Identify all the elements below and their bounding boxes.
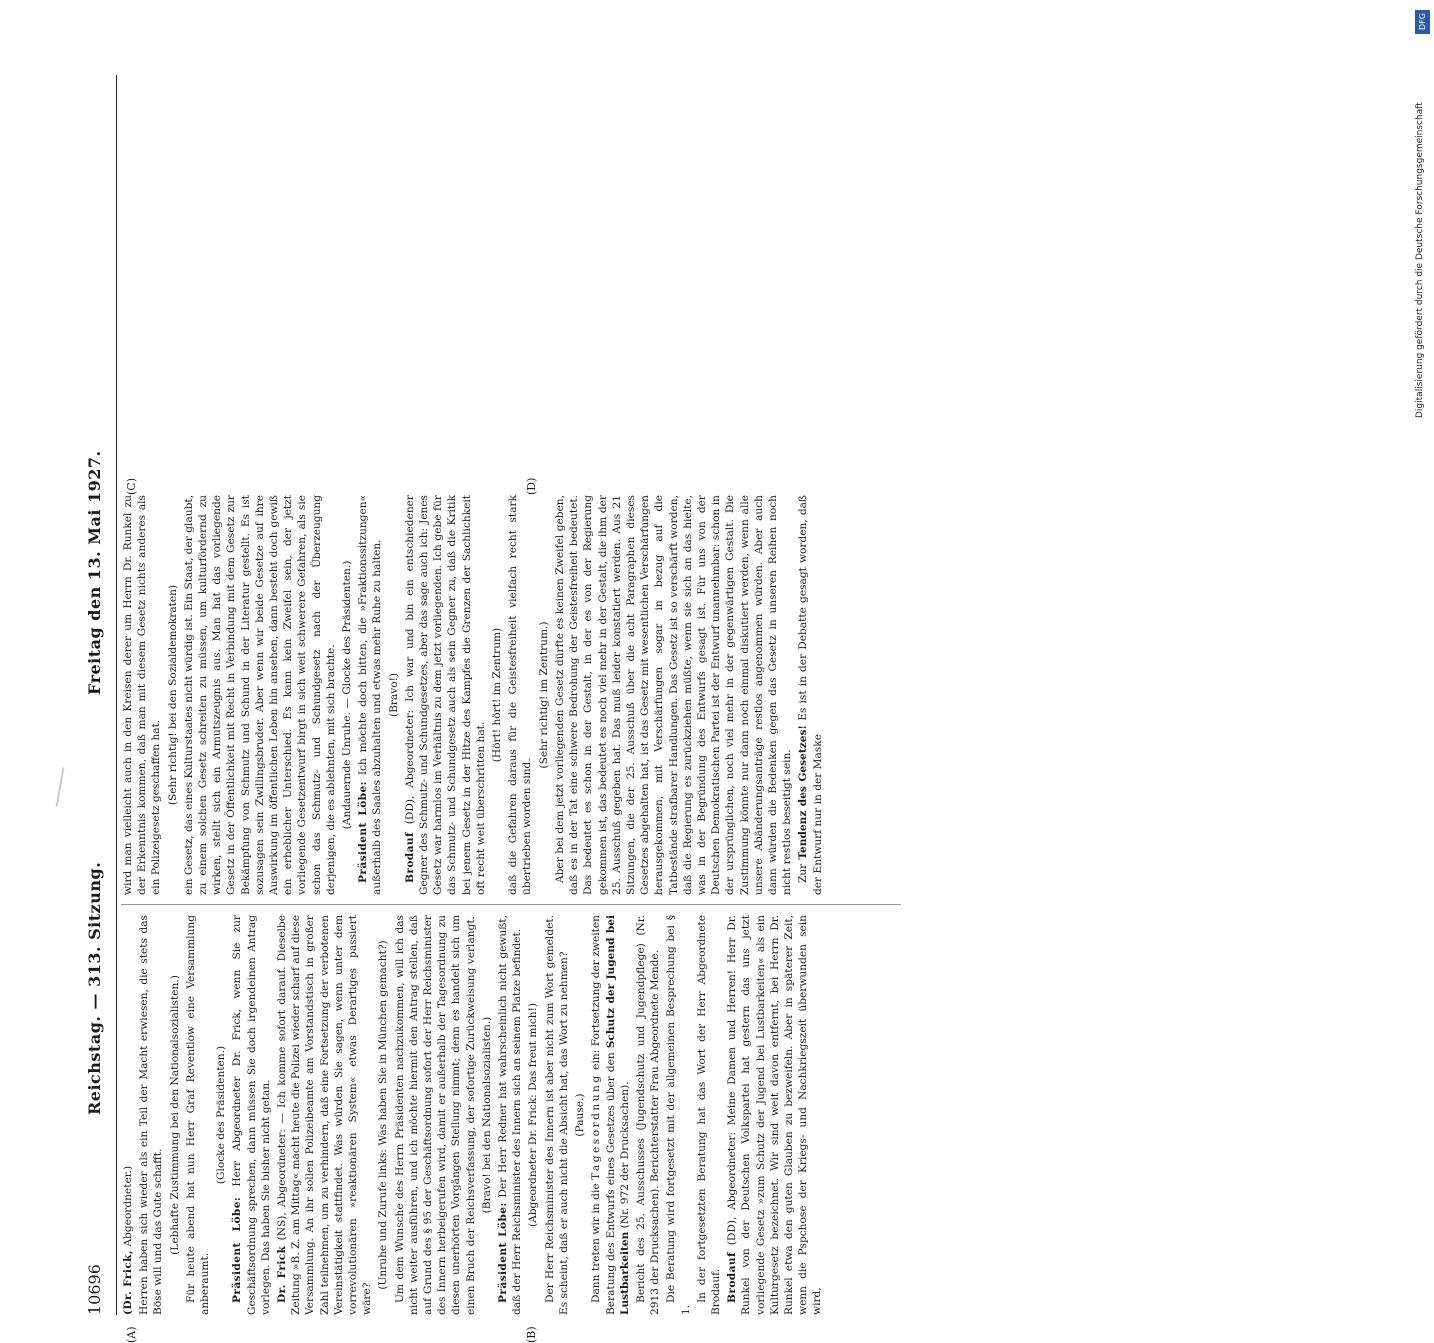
speech-text: — Ich komme sofort darauf. Dieselbe Zeitung »B. Z. am Mittag« macht heute die Polizei wieder scharf auf diese Versammlung. An ihr sollen Polizeibeamte am Vorstandstisch in großer Zahl teilnehmen, um zu verhindern, daß eine Fortsetzung der verbotenen Vereinstätigkeit stattfindet. Was würden Sie sagen, wenn unter dem vorrevolutionären »reaktionären System« etwas Derartiges passiert wäre? (276, 915, 374, 1315)
session-date: Freitag den 13. Mai 1927. (85, 450, 104, 695)
paragraph (496, 915, 524, 1315)
paragraph: In der fortgesetzten Beratung hat das Wort der Herr Abgeordnete Brodauf. (695, 915, 722, 1315)
dfg-credit (1414, 10, 1430, 1000)
interjection: (Abgeordneter Dr. Frick: Das freut mich!) (527, 1003, 540, 1228)
margin-marker-c: (C) (125, 478, 138, 495)
paragraph: daß die Gefahren daraus für die Geistesfreiheit vielfach recht stark übertrieben worden sind. (507, 495, 534, 895)
paragraph (121, 915, 135, 1315)
interjection: (Bravo! bei den Nationalsozialisten.) (480, 1016, 493, 1214)
interjection: (Glocke des Präsidenten.) (215, 1045, 228, 1185)
agenda-lead: Dann treten wir in die (590, 1183, 603, 1303)
document-page (85, 450, 1325, 1343)
scan-speck (56, 767, 65, 807)
paragraph: ein Gesetz, das eines Kulturstaates nicht würdig ist. Ein Staat, der glaubt, zu einem solchen Gesetz schreiten zu müssen, um kulturfördernd zu wirken, stellt sich ein Armutszeugnis aus. Man hat das vorliegende Gesetz in der Öffentlichkeit mit Recht in Verbindung mit dem Gesetz zur Bekämpfung von Schmutz und Schund in der Literatur gestellt. Es ist sozusagen sein Zwillingsbruder. Aber wenn wir beide Gesetze auf ihre Auswirkung im öffentlichen Leben hin ansehen, dann besteht doch gewiß ein erheblicher Unterschied. Es kann kein Zweifel sein, der jetzt vorliegende Gesetzentwurf birgt in sich weit schwerere Gefahren, als sie schon das Schmutz- und Schundgesetz nach der Überzeugung derjenigen, die es ablehnten, mit sich brachte. (182, 495, 337, 895)
speech-text: (DD), Abgeordneter: Meine Damen und Herren! Herr Dr. Runkel von der Deutschen Volkspartei hat gestern das uns jetzt vorliegende Gesetz »zum Schutz der Jugend bei Lustbarkeiten« als ein Kulturgesetz bezeichnet. Wir sind weit davon entfernt, bei Herrn Dr. Runkel etwa den guten Glauben zu bezweifeln. Aber in späterer Zeit, wenn die Pspchose der Kriegs- und Nachkriegszeit überwunden sein wird, (726, 915, 824, 1315)
paragraph (725, 915, 824, 1315)
paragraph: Bericht des 25. Ausschusses (Jugendschutz und Jugendpflege) (Nr. 2913 der Drucksachen). Berichterstatter Frau Abgeordnete Mende. (634, 915, 662, 1315)
page-content (85, 75, 905, 1343)
interjection: (Sehr richtig! bei den Sozialdemokraten) (166, 584, 179, 806)
paragraph: Herren haben sich wieder als ein Teil der Macht erwiesen, die stets das Böse will und das Gute schafft. (138, 915, 165, 1315)
speaker-name: Präsident Löbe: (231, 1196, 244, 1303)
column-divider (121, 904, 901, 905)
paragraph (589, 915, 632, 1315)
speech-text: (DD), Abgeordneter: Ich war und bin ein entschiedener Gegner des Schmutz- und Schundgesetzes, aber das sage auch ich: Jenes Gesetz war harmlos im Verhältnis zu dem jetzt vorliegenden. Ich gebe für das Schmutz- und Schundgesetz auch als sein Gegner zu, daß die Kritik bei jenem Gesetz in der Hitze des Kampfes die Grenzen der Sachlichkeit oft recht weit überschritten hat. (403, 495, 487, 895)
margin-marker-d: (D) (525, 477, 538, 495)
paragraph (275, 915, 374, 1315)
margin-marker-b: (B) (525, 1326, 538, 1343)
agenda-keyword: Tagesordnung (590, 1073, 603, 1180)
speaker-name: Dr. Frick (276, 1245, 289, 1303)
page-header (85, 75, 117, 1315)
paragraph (230, 915, 273, 1315)
speaker-role: Abgeordneter.) (122, 1165, 134, 1247)
margin-marker-a: (A) (125, 1326, 138, 1343)
agenda-law-title: Schutz der Jugend bei Lustbarkeiten (604, 915, 631, 1315)
paragraph: Aber bei dem jetzt vorliegenden Gesetz dürfte es keinen Zweifel geben, daß es in der Tat eine schwere Bedrohung der Geistesfreiheit bedeutet. Das bedeutet es schon in der Gestalt, in der es von der Regierung gekommen ist, das bedeutet es noch viel mehr in der Gestalt, die ihm der 25. Ausschuß gegeben hat. Das muß leider konstatiert werden. Aus 21 Sitzungen, die der 25. Ausschuß über die acht Paragraphen dieses Gesetzes abgehalten hat, ist das Gesetz mit wesentlichen Verschärfungen herausgekommen, mit Verschärfungen sogar in bezug auf die Tatbestände strafbarer Handlungen. Das Gesetz ist so verschärft worden, daß die Regierung es zurückziehen müßte, wenn sie sich an das hielte, was in der Begründung des Entwurfs gesagt ist. Für uns von der Deutschen Demokratischen Partei ist der Entwurf unannehmbar: schon in der ursprünglichen, noch viel mehr in der gegenwärtigen Gestalt. Die Zustimmung könnte nur dann noch einmal diskutiert werden, wenn alle unsere Abänderungsanträge restlos angenommen würden. Aber auch dann würden die Bedenken gegen das Gesetz in unseren Reihen noch nicht restlos beseitigt sein. (553, 495, 794, 895)
page-number: 10696 (85, 1264, 104, 1315)
interjection: (Bravo!) (387, 672, 400, 718)
session-title: Reichstag. — 313. Sitzung. (85, 861, 104, 1115)
interjection: (Sehr richtig! im Zentrum.) (537, 621, 550, 769)
interjection: (Lebhafte Zustimmung bei den Nationalsozialisten.) (168, 975, 181, 1255)
dfg-credit-text: Digitalisierung gefördert durch die Deutsche Forschungsgemeinschaft (1415, 102, 1425, 418)
agenda-text: ein: Fortsetzung der zweiten Beratung des Entwurfs eines Gesetzes über den (590, 915, 617, 1315)
paragraph (796, 495, 824, 895)
paragraph: wird man vielleicht auch in den Kreisen derer um Herrn Dr. Runkel zu der Erkenntnis kommen, daß man mit diesem Gesetz nichts anderes als ein Polizeigesetz geschaffen hat. (122, 495, 163, 895)
paragraph: Um dem Wunsche des Herrn Präsidenten nachzukommen, will ich das nicht weiter ausführen, und ich möchte hiermit den Antrag stellen, daß auf Grund des § 95 der Geschäftsordnung sofort der Herr Reichsminister des Innern herbeigerufen wird, damit er außerhalb der Tagesordnung zu diesen unerhörten Vorgängen Stellung nimmt; denn es handelt sich um einen Bruch der Reichsverfassung, der sofortige Zurückweisung verlangt. (393, 915, 477, 1315)
paragraph (356, 495, 384, 895)
text-column-left (121, 915, 901, 1315)
dfg-logo: DFG (1415, 10, 1430, 34)
speech-text: Zur (797, 863, 810, 883)
speech-text: Es ist in der Debatte gesagt worden, daß der Entwurf nur in der Maske (797, 495, 824, 895)
interjection: (Unruhe und Zurufe links: Was haben Sie in München gemacht?) (377, 940, 390, 1290)
speech-text: Herr Abgeordneter Dr. Frick, wenn Sie zur Geschäftsordnung sprechen, dann müssen Sie doch irgendeinen Antrag vorlegen. Das haben Sie bisher nicht getan. (231, 915, 272, 1315)
agenda-ref: (Nr. 972 der Drucksachen). (618, 1081, 631, 1229)
paragraph: Für heute abend hat nun Herr Graf Reventlow eine Versammlung anberaumt. (184, 915, 212, 1315)
interjection: (Hört! hört! im Zentrum) (491, 627, 504, 763)
speaker-name: Brodauf (726, 1252, 739, 1303)
speaker-name: (Dr. Frick, (122, 1249, 134, 1315)
emphasis-text: Tendenz des Gesetzes! (797, 724, 810, 860)
speaker-name: Brodauf (403, 832, 416, 883)
paragraph (403, 495, 488, 895)
interjection: (Pause.) (574, 1093, 587, 1137)
speech-text: Der Herr Redner hat wahrscheinlich nicht gewußt, daß der Herr Reichsminister des Innern sich an seinem Platze befindet. (497, 915, 524, 1315)
paragraph: Die Beratung wird fortgesetzt mit der allgemeinen Besprechung bei § 1. (665, 915, 692, 1315)
speech-text: Ich möchte doch bitten, die »Fraktionssitzungen« außerhalb des Saales abzuhalten und etwas mehr Ruhe zu halten. (357, 495, 384, 895)
paragraph: Der Herr Reichsminister des Innern ist aber nicht zum Wort gemeldet. Es scheint, daß er auch nicht die Absicht hat, das Wort zu nehmen? (543, 915, 570, 1315)
speaker-name: Präsident Löbe: (357, 781, 370, 883)
speaker-name: Präsident Löbe: (497, 1202, 510, 1303)
text-column-right (121, 495, 901, 895)
interjection: (Andauernde Unruhe. — Glocke des Präsidenten.) (341, 560, 354, 830)
speaker-party: (NS), Abgeordneter: (276, 1129, 289, 1241)
